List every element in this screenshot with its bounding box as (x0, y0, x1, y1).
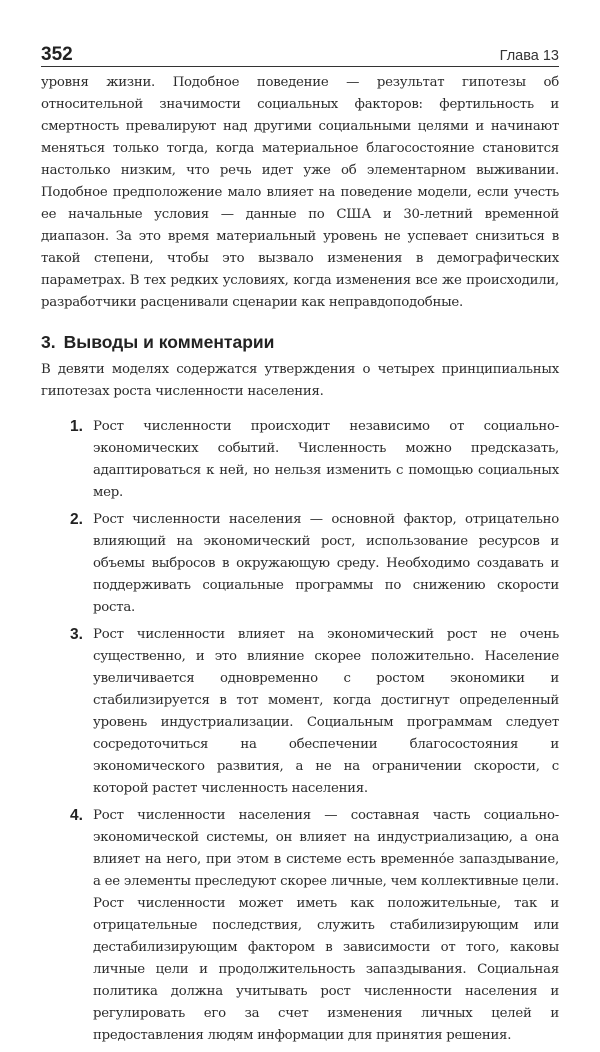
list-item-number: 3. (70, 626, 83, 643)
list-item (41, 805, 559, 1047)
hypotheses-list (41, 416, 559, 1047)
page-number: 352 (41, 44, 73, 65)
list-item-text: Рост численности населения — составная часть социально-экономической системы, он влияет на индустриализацию, а она влияет на него, при этом в системе есть временно́е запаздывание, а ее элементы преследуют скорее личные, чем коллективные цели. Рост численности может иметь как положительные, так и отрицательные последствия, служить стабилизирующим или дестабилизирующим фактором в зависимости от того, каковы личные цели и продолжительность запаздывания. Социальная политика должна учитывать рост численности населения и регулировать его за счет изменения личных целей и предоставления людям информации для принятия решения. (93, 808, 559, 1043)
list-item-number: 1. (70, 418, 83, 435)
chapter-title: Глава 13 (499, 48, 559, 64)
list-item (41, 624, 559, 800)
list-item (41, 416, 559, 504)
running-header (41, 44, 559, 67)
list-item-number: 4. (70, 807, 83, 824)
list-item-number: 2. (70, 511, 83, 528)
list-item-text: Рост численности происходит независимо от социально-экономических событий. Численность можно предсказать, адаптироваться к ней, но нельзя изменить с помощью социальных мер. (93, 419, 559, 500)
book-page (41, 44, 559, 1052)
list-item (41, 509, 559, 619)
section-title: Выводы и комментарии (63, 332, 275, 352)
section-lead-paragraph: В девяти моделях содержатся утверждения о четырех принципиальных гипотезах роста численности населения. (41, 362, 559, 399)
section-heading (41, 331, 559, 353)
section-number: 3. (41, 332, 56, 352)
list-item-text: Рост численности влияет на экономический рост не очень существенно, и это влияние скорее положительно. Население увеличивается одновременно с ростом экономики и стабилизируется в тот момент, когда достигнут определенный уровень индустриализации. Социальным программам следует сосредоточиться на обеспечении благосостояния и экономического развития, а не на ограничении скорости, с которой растет численность населения. (93, 627, 559, 796)
list-item-text: Рост численности населения — основной фактор, отрицательно влияющий на экономический рост, использование ресурсов и объемы выбросов в окружающую среду. Необходимо создавать и поддерживать социальные программы по снижению скорости роста. (93, 512, 559, 615)
continuation-paragraph: уровня жизни. Подобное поведение — результат гипотезы об относительной значимости социальных факторов: фертильность и смертность превалируют над другими социальными целями и начинают меняться только тогда, когда материальное благосостояние становится настолько низким, что речь идет уже об элементарном выживании. Подобное предположение мало влияет на поведение модели, если учесть ее начальные условия — данные по США и 30-летний временной диапазон. За это время материальный уровень не успевает снизиться в такой степени, чтобы это вызвало изменения в демографических параметрах. В тех редких условиях, когда изменения все же происходили, разработчики расценивали сценарии как неправдоподобные. (41, 75, 559, 310)
